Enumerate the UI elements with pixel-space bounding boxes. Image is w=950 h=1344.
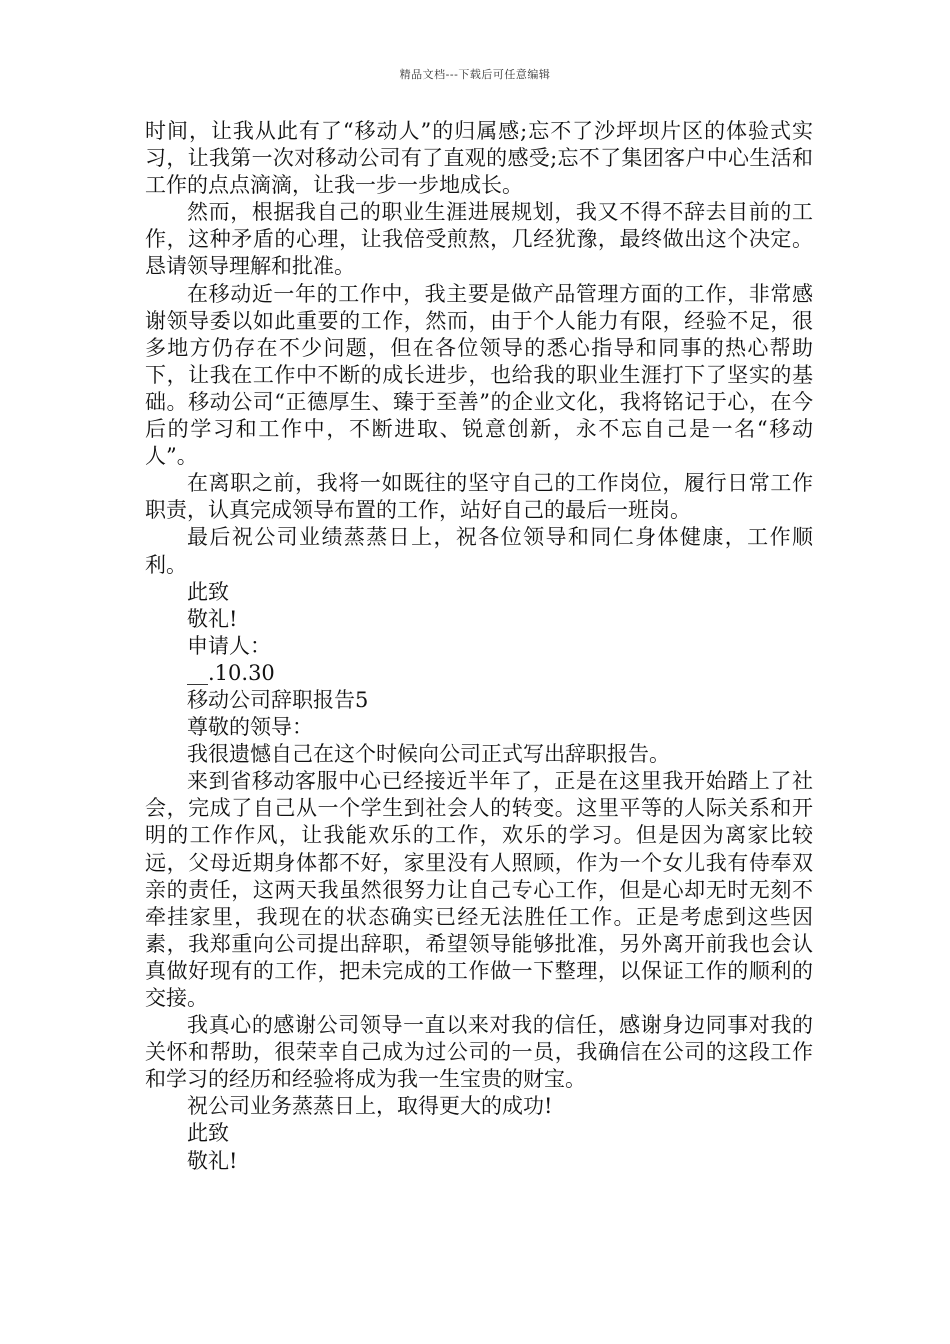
paragraph: 尊敬的领导：: [187, 715, 313, 740]
paragraph: 来到省移动客服中心已经接近半年了，正是在这里我开始踏上了社会，完成了自己从一个学生到社会人的转变。这里平等的人际关系和开明的工作作风，让我能欢乐的工作，欢乐的学习。但是因为离家比较远，父母近期身体都不好，家里没有人照顾，作为一个女儿我有侍奉双亲的责任，这两天我虽然很努力让自己专心工作，但是心却无时无刻不牵挂家里，我现在的状态确实已经无法胜任工作。正是考虑到这些因素，我郑重向公司提出辞职，希望领导能够批准，另外离开前我也会认真做好现有的工作，把未完成的工作做一下整理，以保证工作的顺利的交接。: [145, 769, 813, 1010]
paragraph: 我很遗憾自己在这个时候向公司正式写出辞职报告。: [187, 742, 670, 767]
paragraph: 最后祝公司业绩蒸蒸日上，祝各位领导和同仁身体健康，工作顺利。: [145, 525, 813, 577]
paragraph: 祝公司业务蒸蒸日上，取得更大的成功!: [187, 1094, 553, 1119]
paragraph: 移动公司辞职报告5: [187, 687, 369, 712]
paragraph: 此致: [187, 1121, 229, 1146]
page-header: 精品文档---下载后可任意编辑: [399, 68, 551, 81]
document-body: [145, 118, 813, 1175]
paragraph: 我真心的感谢公司领导一直以来对我的信任，感谢身边同事对我的关怀和帮助，很荣幸自己成为过公司的一员，我确信在公司的这段工作和学习的经历和经验将成为我一生宝贵的财宝。: [145, 1013, 813, 1092]
paragraph: 敬礼!: [187, 606, 238, 631]
paragraph: __.10.30: [187, 660, 275, 685]
paragraph: 在移动近一年的工作中，我主要是做产品管理方面的工作，非常感谢领导委以如此重要的工作，然而，由于个人能力有限，经验不足，很多地方仍存在不少问题，但在各位领导的悉心指导和同事的热心帮助下，让我在工作中不断的成长进步，也给我的职业生涯打下了坚实的基础。移动公司“正德厚生、臻于至善”的企业文化，我将铭记于心，在今后的学习和工作中，不断进取、锐意创新，永不忘自己是一名“移动人”。: [145, 281, 813, 469]
paragraph: 在离职之前，我将一如既往的坚守自己的工作岗位，履行日常工作职责，认真完成领导布置的工作，站好自己的最后一班岗。: [145, 471, 813, 523]
paragraph: 敬礼!: [187, 1148, 238, 1173]
paragraph: 此致: [187, 579, 229, 604]
paragraph: 然而，根据我自己的职业生涯进展规划，我又不得不辞去目前的工作，这种矛盾的心理，让我倍受煎熬，几经犹豫，最终做出这个决定。恳请领导理解和批准。: [145, 200, 813, 279]
paragraph: 时间，让我从此有了“移动人”的归属感;忘不了沙坪坝片区的体验式实习，让我第一次对移动公司有了直观的感受;忘不了集团客户中心生活和工作的点点滴滴，让我一步一步地成长。: [145, 119, 813, 198]
paragraph: 申请人：: [187, 633, 271, 658]
